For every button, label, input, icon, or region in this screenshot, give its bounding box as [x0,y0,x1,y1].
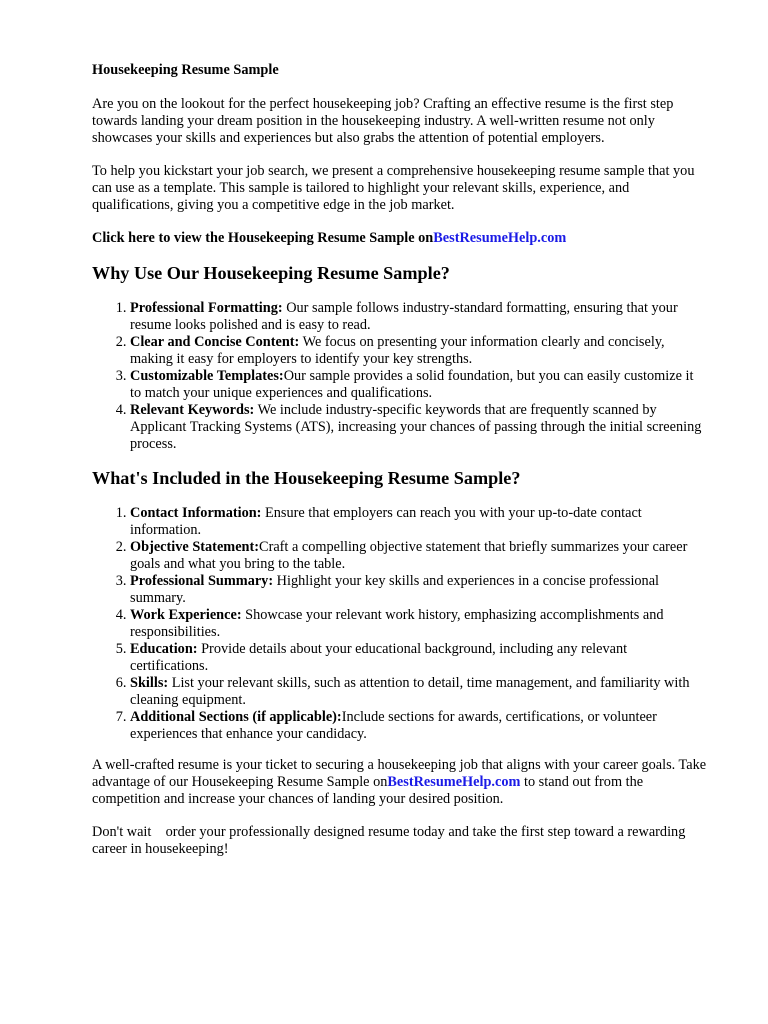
list-item [130,334,708,368]
list-item-text: Provide details about your educational background, including any relevant certifications. [130,641,628,674]
list-item-label: Work Experience: [130,607,242,623]
list-item-label: Customizable Templates: [130,368,284,384]
closing-text-start: A well-crafted resume is your ticket to securing a housekeeping job that aligns with your career goals. Take advantage of our Housekeeping Resume Sample on [92,757,707,790]
list-item [130,539,708,573]
included-heading: What's Included in the Housekeeping Resume Sample? [92,468,521,488]
list-item-label: Skills: [130,675,169,691]
closing-text-end: to stand out from the competition and increase your chances of landing your desired position. [92,774,644,807]
included-list [92,505,708,743]
list-item [130,573,708,607]
list-item-text: Include sections for awards, certifications, or volunteer experiences that enhance your candidacy. [130,709,657,742]
list-item-label: Professional Summary: [130,573,274,589]
list-item-label: Contact Information: [130,505,262,521]
why-heading: Why Use Our Housekeeping Resume Sample? [92,263,450,283]
list-item-label: Professional Formatting: [130,300,283,316]
list-item-label: Education: [130,641,198,657]
intro-paragraph-1: Are you on the lookout for the perfect housekeeping job? Crafting an effective resume is the first step towards landing your dream position in the housekeeping industry. A well-written resume not only showcases your skills and experiences but also grabs the attention of potential employers. [92,96,674,146]
list-item-text: List your relevant skills, such as attention to detail, time management, and familiarity with cleaning equipment. [130,675,690,708]
list-item [130,505,708,539]
list-item [130,300,708,334]
closing-section [92,757,708,858]
list-item [130,402,708,453]
list-item-label: Objective Statement: [130,539,260,555]
closing-link[interactable]: BestResumeHelp.com [387,774,521,790]
list-item-label: Relevant Keywords: [130,402,255,418]
closing-paragraph-2: Don't wait order your professionally designed resume today and take the first step toward a rewarding career in housekeeping! [92,824,689,857]
intro-paragraph-2: To help you kickstart your job search, we present a comprehensive housekeeping resume sample that you can use as a template. This sample is tailored to highlight your relevant skills, experience, and qualifications, giving you a competitive edge in the job market. [92,163,695,213]
list-item [130,641,708,675]
list-item-text: We focus on presenting your information clearly and concisely, making it easy for employers to identify your key strengths. [130,334,665,367]
list-item-label: Clear and Concise Content: [130,334,300,350]
list-item-label: Additional Sections (if applicable): [130,709,342,725]
list-item-text: Showcase your relevant work history, emphasizing accomplishments and responsibilities. [130,607,664,640]
list-item [130,675,708,709]
cta-text: Click here to view the Housekeeping Resume Sample on [92,230,434,246]
cta-link[interactable]: BestResumeHelp.com [433,230,567,246]
closing-paragraph-1 [92,757,708,808]
list-item-text: Our sample provides a solid foundation, but you can easily customize it to match your unique experiences and qualifications. [130,368,694,401]
list-item-text: Ensure that employers can reach you with your up-to-date contact information. [130,505,642,538]
list-item-text: Craft a compelling objective statement that briefly summarizes your career goals and what you bring to the table. [130,539,688,572]
list-item [130,607,708,641]
list-item [130,709,708,743]
list-item [130,368,708,402]
list-item-text: Our sample follows industry-standard formatting, ensuring that your resume looks polished and is easy to read. [130,300,678,333]
list-item-text: Highlight your key skills and experiences in a concise professional summary. [130,573,660,606]
document-title: Housekeeping Resume Sample [92,62,279,78]
cta-line [92,230,708,247]
list-item-text: We include industry-specific keywords that are frequently scanned by Applicant Tracking Systems (ATS), increasing your chances of passing through the initial screening process. [130,402,702,452]
why-list [92,300,708,453]
